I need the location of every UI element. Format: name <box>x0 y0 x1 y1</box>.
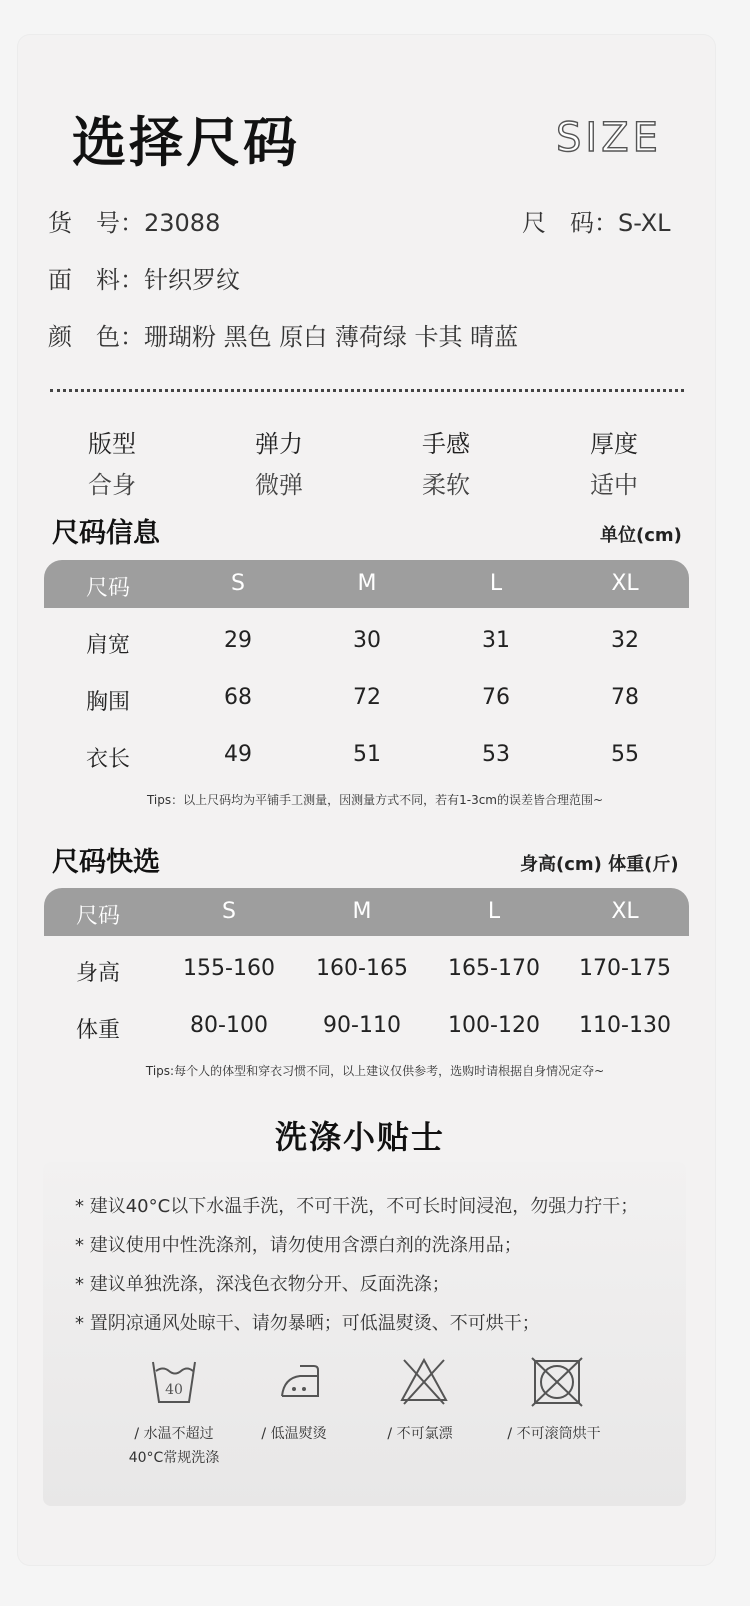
wash-temp: 40 <box>165 1382 183 1398</box>
size-info-tips: Tips：以上尺码均为平铺手工测量，因测量方式不同，若有1-3cm的误差皆合理范围~ <box>146 793 604 807</box>
table-cell: 155-160 <box>183 956 275 981</box>
size-quick-table-header <box>44 888 689 936</box>
table-cell: 体重 <box>75 1018 120 1043</box>
table-cell: 29 <box>224 628 252 653</box>
size-range-value: S-XL <box>618 209 671 237</box>
table-cell: 身高 <box>75 961 120 986</box>
header-cell: XL <box>611 899 639 924</box>
size-range-row <box>522 203 671 238</box>
fabric-label: 面 料： <box>48 266 144 294</box>
table-cell: 80-100 <box>190 1013 268 1038</box>
table-cell: 100-120 <box>448 1013 540 1038</box>
icon-label-line: / 低温熨烫 <box>261 1426 327 1442</box>
colors-value: 珊瑚粉 黑色 原白 薄荷绿 卡其 晴蓝 <box>144 323 519 351</box>
page-title: 选择尺码 <box>72 111 300 174</box>
dotted-divider <box>50 389 684 392</box>
item-number-row <box>48 203 220 238</box>
attribute-name: 手感 <box>422 430 470 458</box>
table-cell: 160-165 <box>316 956 408 981</box>
table-cell: 衣长 <box>85 747 130 772</box>
colors-label: 颜 色： <box>48 323 144 351</box>
icon-label-line: / 水温不超过 <box>134 1426 214 1442</box>
table-cell: 51 <box>353 742 381 767</box>
table-cell: 30 <box>353 628 381 653</box>
no-tumble-dry-icon <box>530 1356 584 1408</box>
no-tumble-dry-label <box>474 1422 634 1446</box>
table-cell: 170-175 <box>579 956 671 981</box>
table-cell: 90-110 <box>323 1013 401 1038</box>
size-info-unit: 单位(cm) <box>600 525 682 546</box>
header-cell: 尺码 <box>85 576 130 601</box>
header-cell: L <box>489 571 503 596</box>
fabric-row <box>48 260 240 295</box>
size-quick-unit: 身高(cm) 体重(斤) <box>520 854 679 875</box>
washing-tip: * 建议单独洗涤，深浅色衣物分开、反面洗涤； <box>75 1274 450 1295</box>
header-cell: S <box>231 571 245 596</box>
size-info-title: 尺码信息 <box>52 518 160 549</box>
table-cell: 76 <box>482 685 510 710</box>
table-cell: 68 <box>224 685 252 710</box>
header-cell: M <box>352 899 372 924</box>
washing-title: 洗涤小贴士 <box>274 1118 445 1156</box>
attribute-name: 版型 <box>88 430 136 458</box>
no-bleach-icon <box>398 1356 450 1406</box>
size-info-table-header <box>44 560 689 608</box>
low-iron-icon <box>278 1362 322 1402</box>
table-cell: 78 <box>611 685 639 710</box>
header-cell: XL <box>611 571 639 596</box>
fabric-value: 针织罗纹 <box>144 266 240 294</box>
table-cell: 53 <box>482 742 510 767</box>
size-quick-tips: Tips:每个人的体型和穿衣习惯不同，以上建议仅供参考，选购时请根据自身情况定夺~ <box>145 1064 605 1078</box>
attribute-feel <box>422 424 542 500</box>
item-number-value: 23088 <box>144 209 221 237</box>
colors-row <box>48 317 518 352</box>
size-range-label: 尺 码： <box>522 209 618 237</box>
header-cell: L <box>487 899 501 924</box>
attribute-fit <box>88 424 208 500</box>
attribute-stretch <box>255 424 375 500</box>
washing-tip: * 置阴凉通风处晾干、请勿暴晒；可低温熨烫、不可烘干； <box>75 1313 540 1334</box>
attribute-value: 微弹 <box>255 471 303 499</box>
attribute-value: 适中 <box>590 471 638 499</box>
table-cell: 72 <box>353 685 381 710</box>
table-cell: 55 <box>611 742 639 767</box>
table-cell: 胸围 <box>85 690 130 715</box>
item-number-label: 货 号： <box>48 209 144 237</box>
attribute-name: 厚度 <box>590 430 638 458</box>
washing-tip: * 建议40°C以下水温手洗，不可干洗，不可长时间浸泡，勿强力拧干； <box>75 1196 639 1217</box>
table-cell: 32 <box>611 628 639 653</box>
table-cell: 31 <box>482 628 510 653</box>
table-cell: 肩宽 <box>85 633 130 658</box>
attribute-value: 合身 <box>88 471 136 499</box>
table-cell: 165-170 <box>448 956 540 981</box>
wash-40-icon <box>150 1358 198 1408</box>
header-cell: M <box>357 571 377 596</box>
attribute-value: 柔软 <box>422 471 470 499</box>
size-quick-title: 尺码快选 <box>52 847 160 878</box>
table-cell: 110-130 <box>579 1013 671 1038</box>
header-cell: 尺码 <box>75 904 120 929</box>
size-logo: SIZE <box>556 115 662 161</box>
header-cell: S <box>222 899 236 924</box>
attribute-thickness <box>590 424 710 500</box>
attribute-name: 弹力 <box>255 430 303 458</box>
icon-label-line: / 不可滚筒烘干 <box>507 1426 601 1442</box>
table-cell: 49 <box>224 742 252 767</box>
icon-label-line: / 不可氯漂 <box>387 1426 453 1442</box>
washing-tip: * 建议使用中性洗涤剂，请勿使用含漂白剂的洗涤用品； <box>75 1235 522 1256</box>
icon-label-line: 40°C常规洗涤 <box>128 1450 220 1466</box>
